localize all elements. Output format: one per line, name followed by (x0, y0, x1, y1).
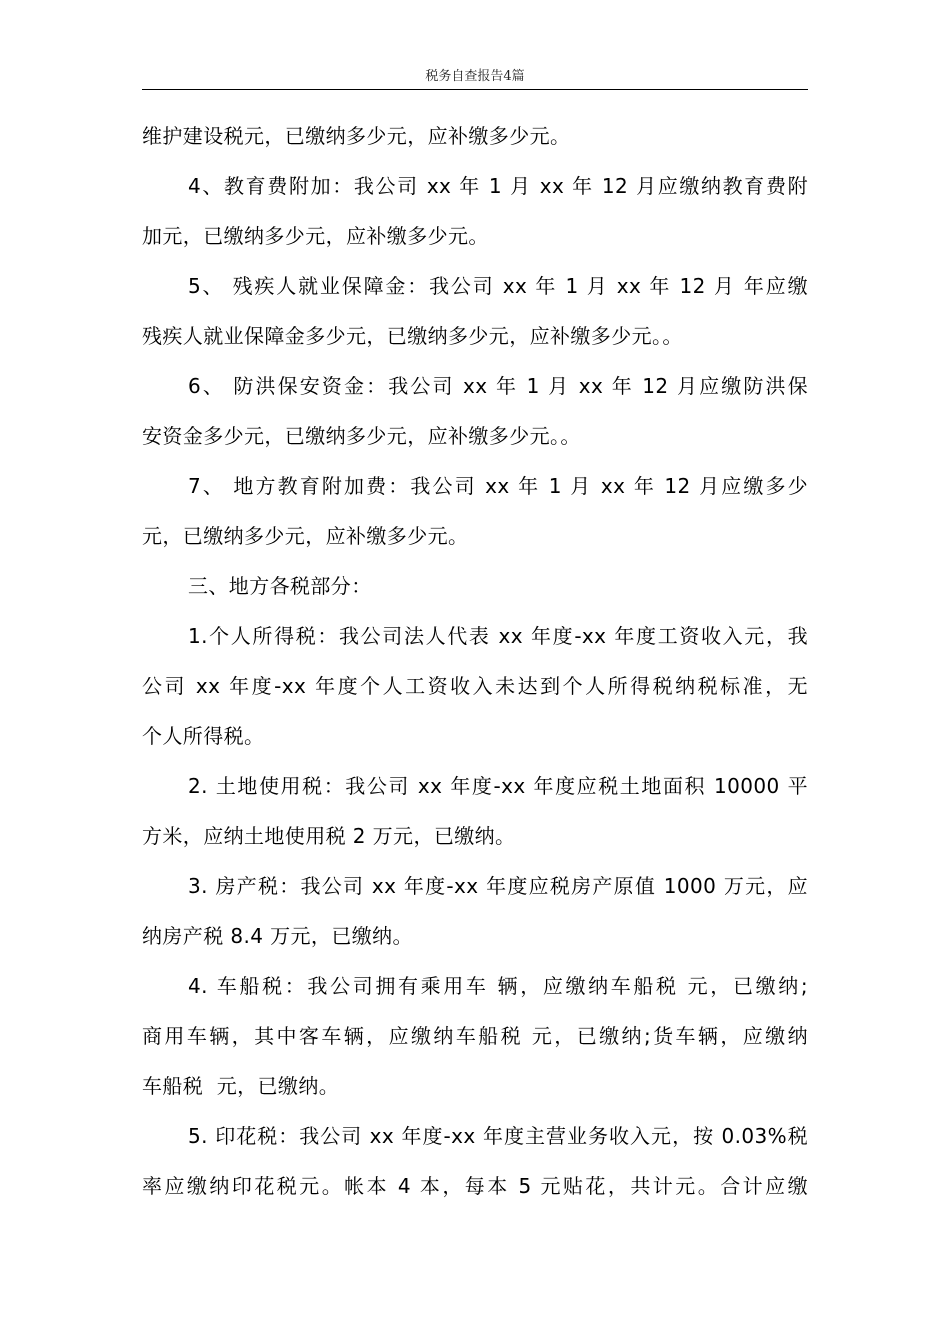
text-line: 7、 地方教育附加费：我公司 xx 年 1 月 xx 年 12 月应缴多少 (188, 474, 808, 498)
text-line: 方米，应纳土地使用税 2 万元，已缴纳。 (142, 824, 516, 848)
text-line: 元，已缴纳多少元，应补缴多少元。 (142, 524, 469, 548)
text-line: 个人所得税。 (142, 724, 265, 748)
text-line: 安资金多少元，已缴纳多少元，应补缴多少元。。 (142, 424, 581, 448)
text-line: 加元，已缴纳多少元，应补缴多少元。 (142, 224, 489, 248)
header-divider (142, 89, 808, 90)
text-line: 3. 房产税：我公司 xx 年度-xx 年度应税房产原值 1000 万元，应 (188, 874, 808, 898)
section-heading: 三、地方各税部分： (188, 574, 372, 598)
text-line: 商用车辆，其中客车辆，应缴纳车船税 元，已缴纳;货车辆，应缴纳 (142, 1024, 808, 1048)
text-line: 维护建设税元，已缴纳多少元，应补缴多少元。 (142, 124, 571, 148)
text-line: 率应缴纳印花税元。帐本 4 本，每本 5 元贴花，共计元。合计应缴 (142, 1174, 808, 1198)
page-header-title: 税务自查报告4篇 (425, 69, 525, 84)
text-line: 纳房产税 8.4 万元，已缴纳。 (142, 924, 413, 948)
text-line: 5、 残疾人就业保障金：我公司 xx 年 1 月 xx 年 12 月 年应缴 (188, 274, 808, 298)
text-line: 公司 xx 年度-xx 年度个人工资收入未达到个人所得税纳税标准，无 (142, 674, 808, 698)
text-line: 6、 防洪保安资金：我公司 xx 年 1 月 xx 年 12 月应缴防洪保 (188, 374, 808, 398)
text-line: 车船税 元，已缴纳。 (142, 1074, 340, 1098)
text-line: 2. 土地使用税：我公司 xx 年度-xx 年度应税土地面积 10000 平 (188, 774, 808, 798)
text-line: 4. 车船税：我公司拥有乘用车 辆，应缴纳车船税 元，已缴纳; (188, 974, 808, 998)
text-line: 5. 印花税：我公司 xx 年度-xx 年度主营业务收入元，按 0.03%税 (188, 1124, 808, 1148)
text-line: 残疾人就业保障金多少元，已缴纳多少元，应补缴多少元。。 (142, 324, 683, 348)
text-line: 1.个人所得税：我公司法人代表 xx 年度-xx 年度工资收入元，我 (188, 624, 808, 648)
document-body (142, 111, 808, 1211)
text-line: 4、教育费附加：我公司 xx 年 1 月 xx 年 12 月应缴纳教育费附 (188, 174, 808, 198)
